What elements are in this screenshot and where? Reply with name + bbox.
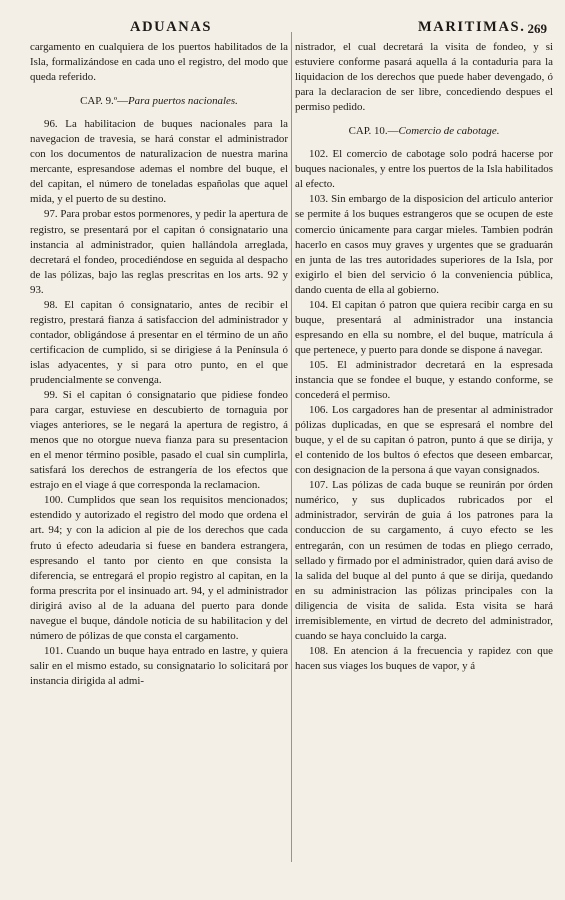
article-paragraph: 108. En atencion á la frecuencia y rapidez con que hacen sus viages los buques de vapor, y á [295,644,553,672]
article-paragraph: 102. El comercio de cabotage solo podrá hacerse por buques nacionales, y entre los puertos de la Isla habilitados al efecto. [295,148,553,191]
article-paragraph: 106. Los cargadores han de presentar al administrador pólizas duplicadas, en que se espresará el nombre del buque, y el de su capitan ó patron, punto á que se dirija, y el contenido de los bultos ó efectos que deseen embarcar, con designacion de la persona á que vayan consignados. [295,404,553,477]
chapter-heading [30,94,288,109]
header-left-title: ADUANAS [130,19,213,35]
chapter-title: Para puertos nacionales. [128,95,238,108]
header-right-title: MARITIMAS. [418,19,526,35]
chapter-heading [295,124,553,139]
article-paragraph: 97. Para probar estos pormenores, y pedir la apertura de registro, se presentará por el capitan ó consignatario una instancia al administrador, quien hallándola arreglada, decretará el fondeo, procediéndose en seguida al despacho de las pólizas, bajo las reglas prescritas en los arts. 92 y 93. [30,208,288,296]
column-divider [291,32,292,862]
article-paragraph: 100. Cumplidos que sean los requisitos mencionados; estendido y autorizado el registro del modo que ordena el art. 94; y con la adicion al pie de los derechos que cada fruto ú efecto adeudaria si fuese en bandera estrangera, espresando el tanto por ciento en que consista la diferencia, se entregará el propio registro al capitan, en la forma prescrita por el insinuado art. 94, y el administrador dirigirá aviso al de la aduana del puerto para donde navegue el buque, dándole noticia de su habilitacion y del número de pólizas de que consta el cargamento. [30,494,288,642]
left-intro-text: cargamento en cualquiera de los puertos habilitados de la Isla, formalizándose en cada uno el registro, del modo que queda referido. [30,41,288,84]
page-number: 269 [527,21,547,36]
article-paragraph: 101. Cuando un buque haya entrado en lastre, y quiera salir en el mismo estado, su consignatario lo solicitará por instancia dirigida al admi- [30,644,288,687]
right-intro-text: nistrador, el cual decretará la visita de fondeo, y si estuviere conforme pasará aquella á la contaduria para la liquidacion de los derechos que puede haber devengado, ó para la declaracion de ser libre, concediendo despues el permiso pedido. [295,41,553,114]
chapter-label: CAP. 9.º— [80,95,129,108]
right-column [295,40,553,674]
article-paragraph: 104. El capitan ó patron que quiera recibir carga en su buque, presentará al administrador una instancia espresando en ella su nombre, el del buque, matrícula á que pertenece, y puerto para donde se dispone á navegar. [295,298,553,356]
chapter-label: CAP. 10.— [348,125,399,138]
article-paragraph: 103. Sin embargo de la disposicion del articulo anterior se permite á los buques estrangeros que se ocupen de este comercio únicamente para cargar mieles. Tambien podrán hacerlo en casos muy graves y urgentes que se graduarán en junta de las tres autoridades superiores de la Isla, por exigirlo el bien del servicio ó la conveniencia pública, dando cuenta de ella al gobierno. [295,193,553,296]
article-paragraph: 96. La habilitacion de buques nacionales para la navegacion de travesia, se hará constar el administrador con los documentos de naturalizacion de nuestra marina mercante, espresandose ademas el nombre del buque, el del capitan, el número de toneladas españolas que aquel mida, y el puerto de su destino. [30,118,288,206]
article-paragraph: 98. El capitan ó consignatario, antes de recibir el registro, prestará fianza á satisfaccion del administrador y contador, obligándose á presentar en el término de un año certificacion de cumplido, si se dirigiese á la Península ó islas adyacentes, y si para otro punto, en el que prudencialmente se convenga. [30,298,288,386]
left-column [30,40,288,689]
article-paragraph: 99. Si el capitan ó consignatario que pidiese fondeo para cargar, estuviese en descubierto de tornaguia por viages anteriores, se le negará la apertura de registro, á menos que no otorgue nueva fianza para su presentacion en el menor término posible, pasado el cual sin cumplirla, satisfará los derechos de estrangería de los efectos que estrajo en el viage á que corresponda la reclamacion. [30,389,288,492]
chapter-title: Comercio de cabotage. [398,125,500,138]
article-paragraph: 107. Las pólizas de cada buque se reunirán por órden numérico, y sus duplicados rubricados por el administrador, servirán de guia á los patrones para la conduccion de su cargamento, á cuyo efecto se les entregarán, con un resúmen de todas en pliego cerrado, sellado y firmado por el administrador, quien dará aviso de la salida del buque al del punto á que se dirija, quedando en su administracion las pólizas principales con la diligencia de visita de salida. Esta visita se hará irremisiblemente, en virtud de decreto del administrador, cuando se haya concluido la carga. [295,479,553,642]
article-paragraph: 105. El administrador decretará en la espresada instancia que se fondee el buque, y estando conforme, se concederá el permiso. [295,358,553,402]
